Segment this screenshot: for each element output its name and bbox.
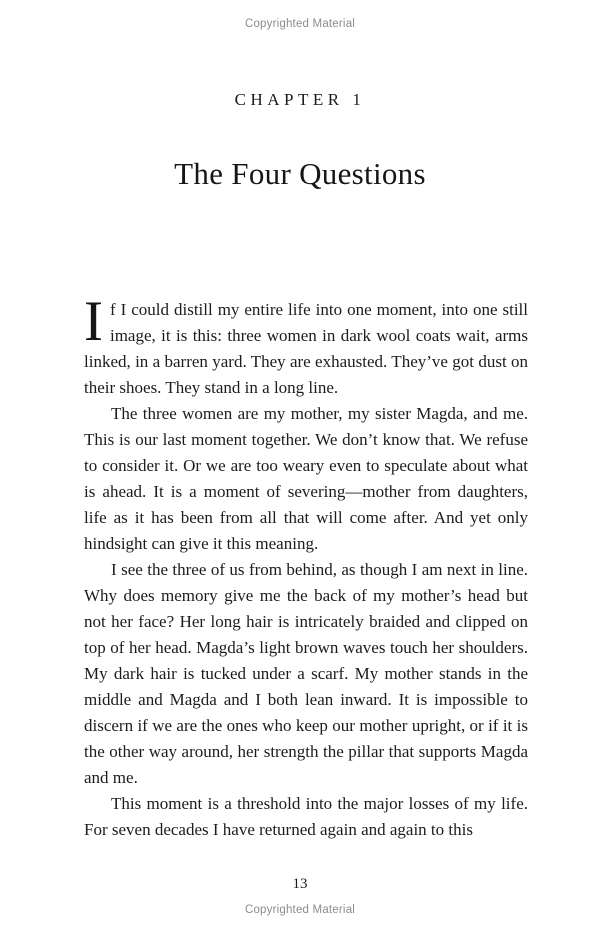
drop-cap: I	[84, 290, 103, 353]
paragraph: I see the three of us from behind, as though I am next in line. Why does memory give me the back of my mother’s head but not her face? Her long hair is intricately braided and clipped on top of her head. Magda’s light brown waves touch her shoulders. My dark hair is tucked under a scarf. My mother stands in the middle and Magda and I both lean inward. It is impossible to discern if we are the ones who keep our mother upright, or if it is the other way around, her strength the pillar that supports Magda and me.	[84, 560, 528, 787]
chapter-title: The Four Questions	[174, 156, 426, 191]
page-number: 13	[292, 876, 308, 892]
paragraph: This moment is a threshold into the major losses of my life. For seven decades I have returned again and again to this	[84, 794, 528, 839]
chapter-label: CHAPTER 1	[234, 90, 366, 109]
paragraph-opening	[84, 290, 528, 401]
copyright-notice-top: Copyrighted Material	[244, 18, 356, 30]
paragraph-opening-text: f I could distill my entire life into one moment, into one still image, it is this: three women in dark wool coats wait, arms linked, in a barren yard. They are exhausted. They’ve got dust on their shoes. They stand in a long line.	[84, 300, 528, 397]
copyright-notice-bottom: Copyrighted Material	[244, 904, 356, 916]
body-text	[84, 290, 528, 843]
paragraph: The three women are my mother, my sister Magda, and me. This is our last moment together. We don’t know that. We refuse to consider it. Or we are too weary even to speculate about what is ahead. It is a moment of severing—mother from daughters, life as it has been from all that will come after. And yet only hindsight can give it this meaning.	[84, 404, 528, 553]
